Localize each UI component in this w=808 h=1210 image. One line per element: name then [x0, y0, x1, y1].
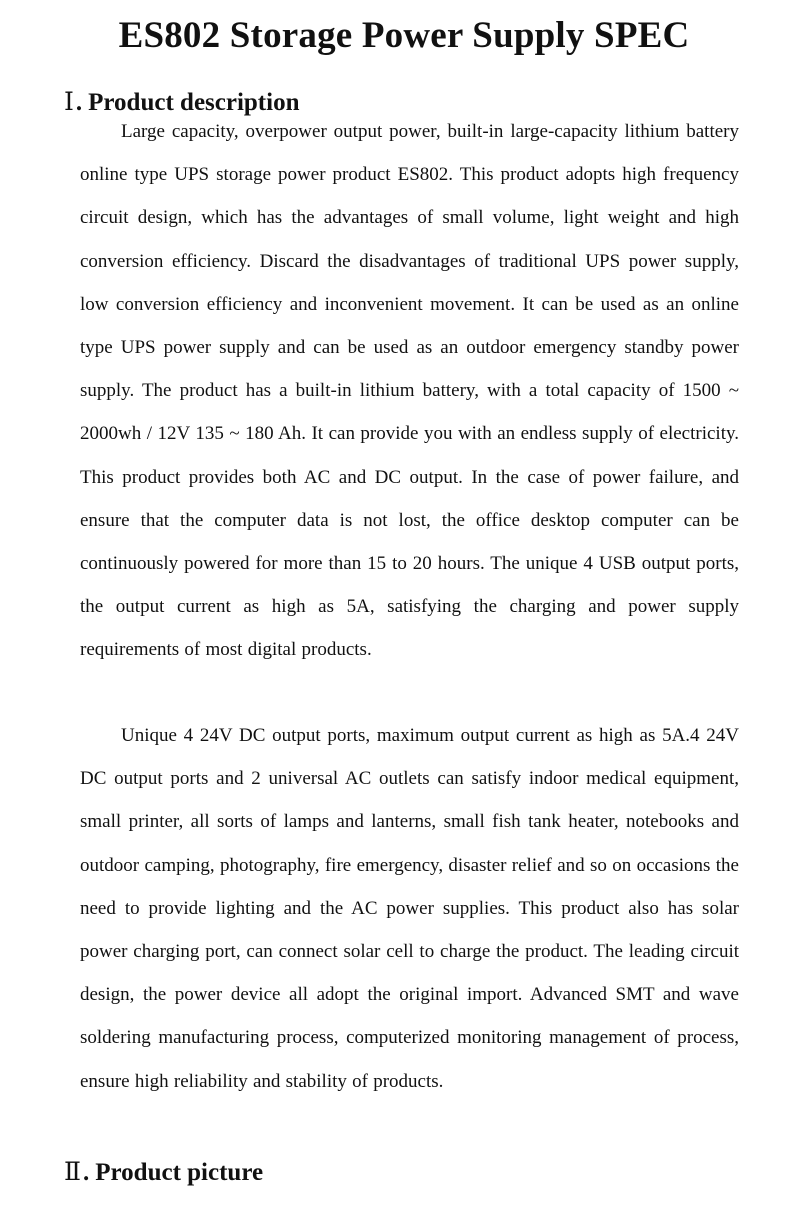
document-title: ES802 Storage Power Supply SPEC — [118, 15, 690, 56]
section-numeral: Ⅰ — [64, 89, 74, 116]
section-heading-text: Product description — [88, 89, 300, 116]
section-numeral: Ⅱ — [64, 1159, 81, 1186]
section-separator: . — [75, 89, 83, 116]
paragraph-description-2: Unique 4 24V DC output ports, maximum output current as high as 5A.4 24V DC output ports and 2 universal AC outlets can satisfy indoor medical equipment, small printer, all sorts of lamps and lanterns, small fish tank heater, notebooks and outdoor camping, photography, fire emergency, disaster relief and so on occasions the need to provide lighting and the AC power supplies. This product also has solar power charging port, can connect solar cell to charge the product. The leading circuit design, the power device all adopt the original import. Advanced SMT and wave soldering manufacturing process, computerized monitoring management of process, ensure high reliability and stability of products. — [80, 725, 739, 1092]
section-heading-product-picture — [64, 1157, 263, 1189]
paragraph-description-1: Large capacity, overpower output power, built-in large-capacity lithium battery online type UPS storage power product ES802. This product adopts high frequency circuit design, which has the advantages of small volume, light weight and high conversion efficiency. Discard the disadvantages of traditional UPS power supply, low conversion efficiency and inconvenient movement. It can be used as an online type UPS power supply and can be used as an outdoor emergency standby power supply. The product has a built-in lithium battery, with a total capacity of 1500 ~ 2000wh / 12V 135 ~ 180 Ah. It can provide you with an endless supply of electricity. This product provides both AC and DC output. In the case of power failure, and ensure that the computer data is not lost, the office desktop computer can be continuously powered for more than 15 to 20 hours. The unique 4 USB output ports, the output current as high as 5A, satisfying the charging and power supply requirements of most digital products. — [80, 121, 739, 661]
section-heading-text: Product picture — [95, 1159, 264, 1186]
section-separator: . — [83, 1159, 90, 1186]
